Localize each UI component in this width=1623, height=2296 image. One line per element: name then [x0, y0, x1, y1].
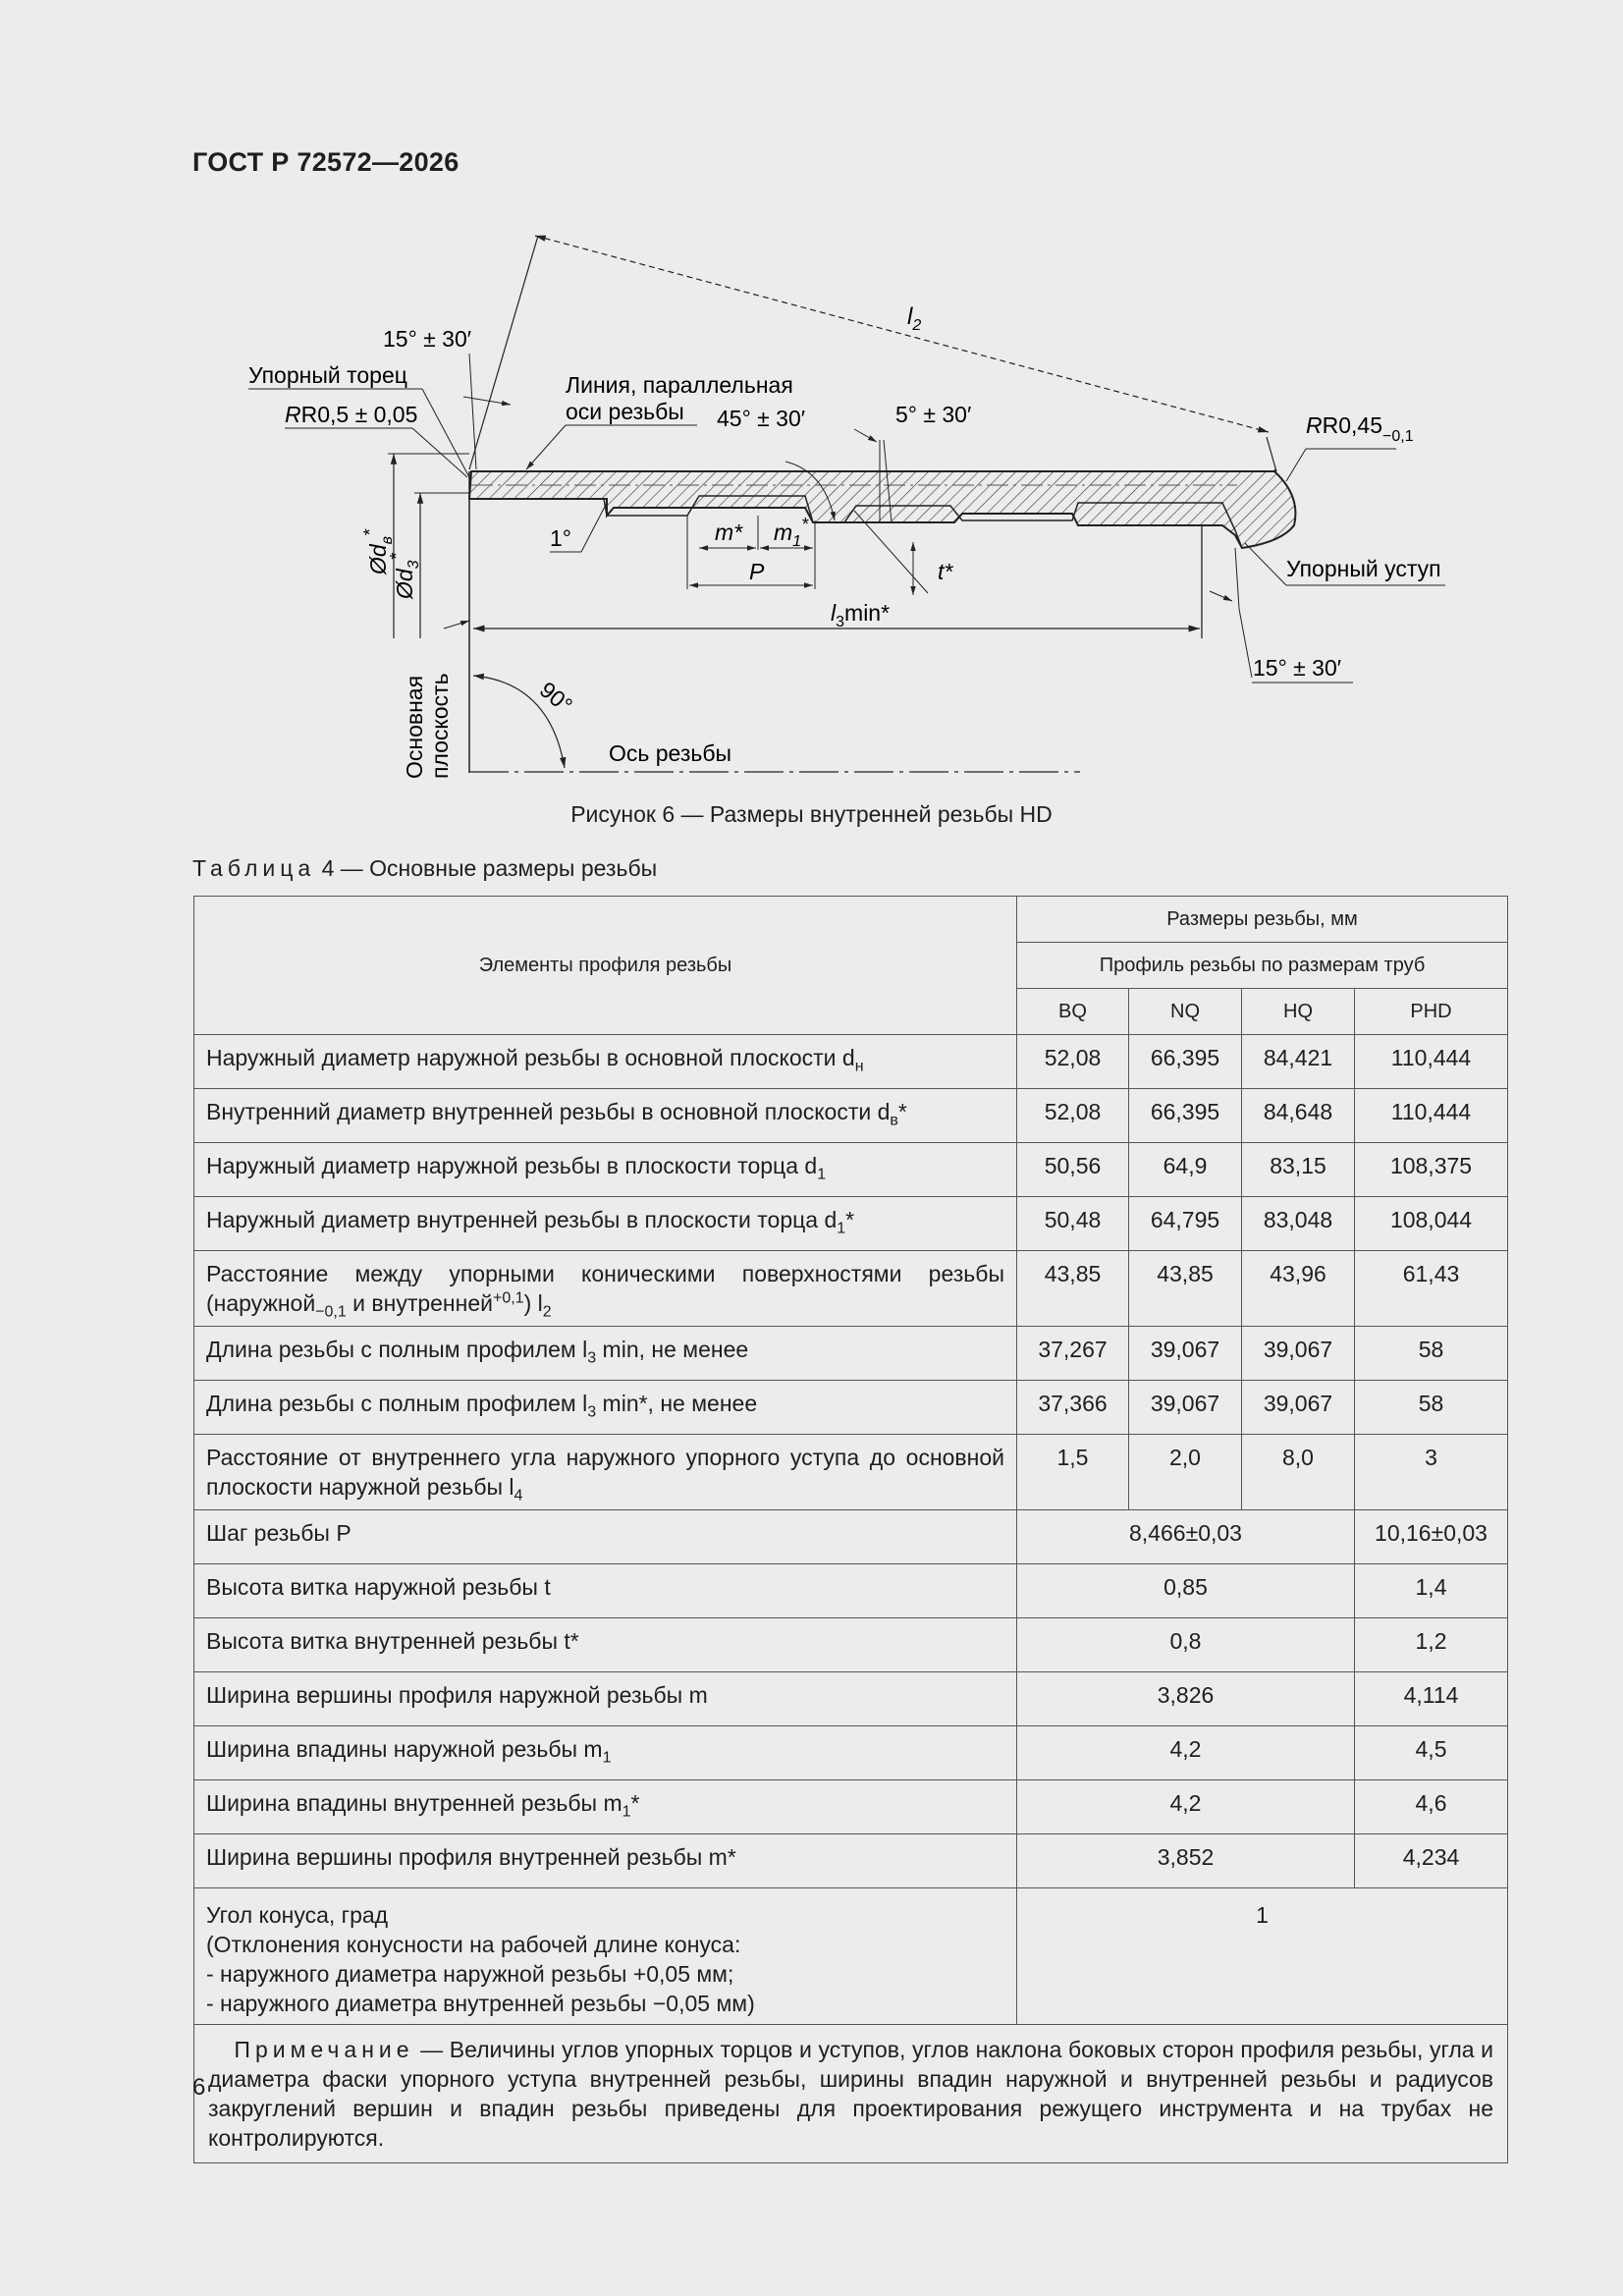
cell-value: 4,5	[1355, 1726, 1508, 1780]
cell-value: 43,96	[1242, 1251, 1355, 1327]
cell-value: 66,395	[1129, 1089, 1242, 1143]
m-star-label: m*	[715, 519, 743, 545]
row-label: Длина резьбы с полным профилем $l_3$ min*, не менее	[194, 1381, 1017, 1435]
m1-star-label: $m_1^*$	[774, 515, 809, 550]
header-sizes: Размеры резьбы, мм	[1017, 897, 1508, 943]
row-label: Расстояние между упорными коническими поверхностями резьбы (наружной$_{-0,1}$ и внутренней$^{+0,1}$) $l_2$	[194, 1251, 1017, 1327]
cell-value: 84,648	[1242, 1089, 1355, 1143]
cell-value: 108,375	[1355, 1143, 1508, 1197]
cell-value: 37,366	[1017, 1381, 1129, 1435]
row-label: Расстояние от внутреннего угла наружного упорного уступа до основной плоскости наружной резьбы $l_4$	[194, 1435, 1017, 1510]
cell-value: 110,444	[1355, 1089, 1508, 1143]
cell-value: 1,2	[1355, 1618, 1508, 1672]
thread-axis-label: Ось резьбы	[609, 740, 732, 766]
one-degree-label: 1°	[550, 525, 571, 551]
table-note-row	[194, 2025, 1508, 2163]
table-row	[194, 1435, 1508, 1510]
thread-profile-figure	[236, 221, 1463, 791]
header-col-phd: PHD	[1355, 989, 1508, 1035]
table-row	[194, 1327, 1508, 1381]
cell-value: 0,8	[1017, 1618, 1355, 1672]
cell-value: 1,5	[1017, 1435, 1129, 1510]
l2-label: $l_2$	[907, 303, 922, 334]
cell-value: 39,067	[1242, 1381, 1355, 1435]
cell-value: 64,795	[1129, 1197, 1242, 1251]
header-profile: Профиль резьбы по размерам труб	[1017, 943, 1508, 989]
table-note: Примечание — Величины углов упорных торцов и уступов, углов наклона боковых сторон профиля резьбы, угла и диаметра фаски упорного уступа внутренней резьбы, ширины впадин наружной и внутренней резьбы и радиусов закруглений вершин и впадин резьбы приведены для проектирования режущего инструмента и на трубах не контролируются.	[194, 2025, 1508, 2163]
cell-value: 3,826	[1017, 1672, 1355, 1726]
table-title: Таблица 4 — Основные размеры резьбы	[192, 855, 658, 881]
d-b-label: $Ød_в^*$	[360, 528, 396, 574]
angle5-label: 5° ± 30′	[895, 402, 972, 427]
table-row-cone	[194, 1888, 1508, 2025]
r05-label: RR0,5 ± 0,05	[285, 402, 418, 427]
angle90-label: 90°	[534, 676, 578, 719]
row-label: Наружный диаметр внутренней резьбы в плоскости торца $d_1*$	[194, 1197, 1017, 1251]
cell-value: 50,48	[1017, 1197, 1129, 1251]
thread-dimensions-table	[193, 896, 1508, 2163]
line-parallel-label-1: Линия, параллельная	[566, 372, 793, 398]
row-label: Наружный диаметр наружной резьбы в основной плоскости $d_н$	[194, 1035, 1017, 1089]
line-parallel-label-2: оси резьбы	[566, 399, 684, 424]
cell-value: 10,16±0,03	[1355, 1510, 1508, 1564]
cell-value: 39,067	[1242, 1327, 1355, 1381]
row-label: Наружный диаметр наружной резьбы в плоскости торца $d_1$	[194, 1143, 1017, 1197]
cell-value: 58	[1355, 1327, 1508, 1381]
cell-value: 66,395	[1129, 1035, 1242, 1089]
cell-value: 83,048	[1242, 1197, 1355, 1251]
cell-value: 4,234	[1355, 1834, 1508, 1888]
table-row	[194, 1381, 1508, 1435]
angle15-bottom-label: 15° ± 30′	[1253, 655, 1342, 681]
table-row	[194, 1618, 1508, 1672]
table-row	[194, 1834, 1508, 1888]
table-row	[194, 1672, 1508, 1726]
cell-value: 3,852	[1017, 1834, 1355, 1888]
hatched-body	[469, 471, 1295, 548]
table-row	[194, 1197, 1508, 1251]
table-row	[194, 1780, 1508, 1834]
row-label: Высота витка внутренней резьбы t*	[194, 1618, 1017, 1672]
document-code: ГОСТ Р 72572—2026	[192, 147, 460, 177]
figure-caption: Рисунок 6 — Размеры внутренней резьбы HD	[570, 801, 1053, 827]
cell-value: 52,08	[1017, 1089, 1129, 1143]
cell-value: 84,421	[1242, 1035, 1355, 1089]
base-plane-label-1: Основная	[402, 675, 427, 779]
cell-value: 4,2	[1017, 1726, 1355, 1780]
header-col-bq: BQ	[1017, 989, 1129, 1035]
cone-value: 1	[1017, 1888, 1508, 2025]
cell-value: 61,43	[1355, 1251, 1508, 1327]
cell-value: 8,0	[1242, 1435, 1355, 1510]
header-col-nq: NQ	[1129, 989, 1242, 1035]
t-star-label: t*	[938, 559, 953, 584]
cell-value: 83,15	[1242, 1143, 1355, 1197]
angle-top-label: 15° ± 30′	[383, 326, 472, 352]
cell-value: 58	[1355, 1381, 1508, 1435]
row-label: Длина резьбы с полным профилем $l_3$ min, не менее	[194, 1327, 1017, 1381]
l3min-label: $l_3\min*$	[831, 600, 891, 630]
upor-ustup-label: Упорный уступ	[1286, 556, 1441, 581]
cell-value: 4,114	[1355, 1672, 1508, 1726]
row-label: Высота витка наружной резьбы t	[194, 1564, 1017, 1618]
cell-value: 64,9	[1129, 1143, 1242, 1197]
header-elements: Элементы профиля резьбы	[194, 897, 1017, 1035]
table-row	[194, 1035, 1508, 1089]
cell-value: 108,044	[1355, 1197, 1508, 1251]
row-label: Ширина впадины наружной резьбы $m_1$	[194, 1726, 1017, 1780]
table-row	[194, 1726, 1508, 1780]
row-label: Ширина впадины внутренней резьбы $m_1*$	[194, 1780, 1017, 1834]
p-label: P	[749, 559, 765, 584]
cell-value: 3	[1355, 1435, 1508, 1510]
header-col-hq: HQ	[1242, 989, 1355, 1035]
cell-value: 43,85	[1017, 1251, 1129, 1327]
cell-value: 37,267	[1017, 1327, 1129, 1381]
base-plane-label-2: плоскость	[427, 673, 453, 779]
cell-value: 1,4	[1355, 1564, 1508, 1618]
upor-torets-label: Упорный торец	[248, 362, 407, 388]
table-row	[194, 1510, 1508, 1564]
cone-label: Угол конуса, град (Отклонения конусности на рабочей длине конуса: - наружного диаметра наружной резьбы +0,05 мм; - наружного диаметра внутренней резьбы −0,05 мм)	[194, 1888, 1017, 2025]
table-row	[194, 1251, 1508, 1327]
angle45-label: 45° ± 30′	[717, 406, 806, 431]
cell-value: 39,067	[1129, 1327, 1242, 1381]
cell-value: 110,444	[1355, 1035, 1508, 1089]
table-row	[194, 1564, 1508, 1618]
row-label: Внутренний диаметр внутренней резьбы в основной плоскости $d_в*$	[194, 1089, 1017, 1143]
cell-value: 2,0	[1129, 1435, 1242, 1510]
table-row	[194, 1089, 1508, 1143]
cell-value: 50,56	[1017, 1143, 1129, 1197]
r045-label: $RR0,45_{-0,1}$	[1306, 412, 1414, 445]
table-row	[194, 1143, 1508, 1197]
cell-value: 52,08	[1017, 1035, 1129, 1089]
cell-value: 43,85	[1129, 1251, 1242, 1327]
row-label: Шаг резьбы P	[194, 1510, 1017, 1564]
cell-value: 0,85	[1017, 1564, 1355, 1618]
cell-value: 8,466±0,03	[1017, 1510, 1355, 1564]
row-label: Ширина вершины профиля внутренней резьбы m*	[194, 1834, 1017, 1888]
d3-label: $Ød_3^*$	[387, 553, 422, 599]
cell-value: 4,6	[1355, 1780, 1508, 1834]
cell-value: 4,2	[1017, 1780, 1355, 1834]
cell-value: 39,067	[1129, 1381, 1242, 1435]
page-number: 6	[192, 2074, 206, 2101]
row-label: Ширина вершины профиля наружной резьбы m	[194, 1672, 1017, 1726]
